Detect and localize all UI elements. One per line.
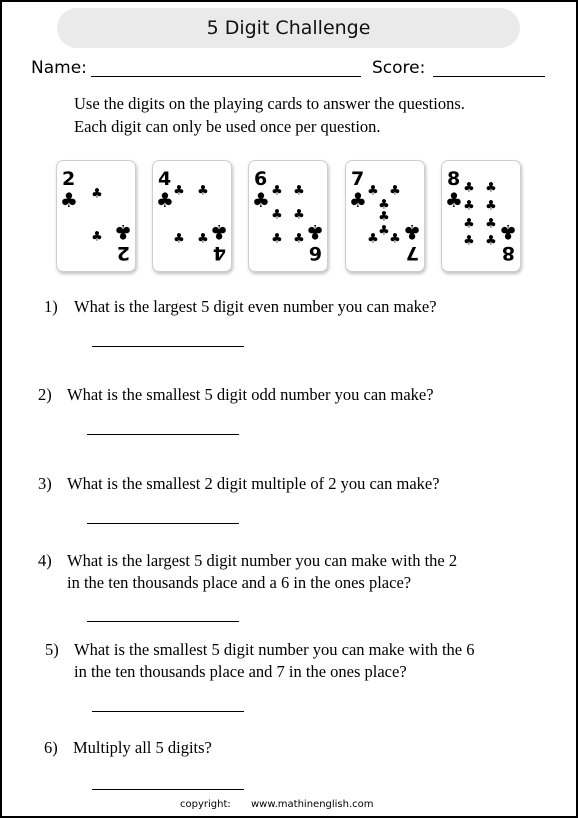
answer-line-1[interactable] bbox=[92, 346, 244, 347]
clubs-icon: ♣ bbox=[485, 198, 497, 214]
clubs-icon: ♣ bbox=[293, 183, 305, 199]
clubs-icon: ♣ bbox=[91, 186, 103, 202]
clubs-icon: ♣ bbox=[349, 188, 367, 212]
question-5-number: 5) bbox=[45, 640, 59, 659]
clubs-icon: ♣ bbox=[60, 188, 78, 212]
clubs-icon: ♣ bbox=[499, 220, 517, 244]
clubs-icon: ♣ bbox=[367, 183, 379, 199]
clubs-icon: ♣ bbox=[463, 233, 475, 249]
clubs-icon: ♣ bbox=[252, 188, 270, 212]
card-corner-bottom bbox=[306, 220, 324, 264]
answer-line-4[interactable] bbox=[87, 621, 239, 622]
clubs-icon: ♣ bbox=[293, 207, 305, 223]
answer-line-2[interactable] bbox=[87, 434, 239, 435]
card-rank-top: 7 bbox=[351, 168, 365, 190]
answer-line-5[interactable] bbox=[92, 711, 244, 712]
card-rank-bottom: 2 bbox=[116, 242, 130, 264]
instruction-line-2: Each digit can only be used once per question. bbox=[74, 117, 381, 136]
question-4-text-line-1: What is the largest 5 digit number you can make with the 2 bbox=[67, 551, 458, 570]
card-rank-bottom: 4 bbox=[212, 242, 226, 264]
name-label: Name: bbox=[31, 58, 87, 78]
question-6-number: 6) bbox=[44, 738, 58, 757]
card-rank-bottom: 6 bbox=[308, 242, 322, 264]
page-title bbox=[57, 8, 520, 48]
question-2-text: What is the smallest 5 digit odd number you can make? bbox=[67, 385, 434, 404]
clubs-icon: ♣ bbox=[389, 231, 401, 247]
clubs-icon: ♣ bbox=[91, 229, 103, 245]
answer-line-6[interactable] bbox=[92, 789, 244, 790]
card-rank-bottom: 7 bbox=[405, 242, 419, 264]
clubs-icon: ♣ bbox=[210, 220, 228, 244]
clubs-icon: ♣ bbox=[389, 183, 401, 199]
clubs-icon: ♣ bbox=[271, 231, 283, 247]
clubs-icon: ♣ bbox=[173, 183, 185, 199]
clubs-icon: ♣ bbox=[156, 188, 174, 212]
clubs-icon: ♣ bbox=[378, 223, 390, 239]
title-text: 5 Digit Challenge bbox=[206, 17, 371, 39]
card-rank-top: 6 bbox=[254, 168, 268, 190]
question-3-number: 3) bbox=[38, 474, 52, 493]
clubs-icon: ♣ bbox=[173, 231, 185, 247]
question-4-number: 4) bbox=[38, 551, 52, 570]
name-field[interactable] bbox=[91, 59, 361, 77]
clubs-icon: ♣ bbox=[271, 183, 283, 199]
playing-card-4 bbox=[152, 160, 232, 272]
clubs-icon: ♣ bbox=[197, 183, 209, 199]
card-corner-bottom bbox=[114, 220, 132, 264]
clubs-icon: ♣ bbox=[367, 231, 379, 247]
card-corner-bottom bbox=[499, 220, 517, 264]
question-1-text: What is the largest 5 digit even number you can make? bbox=[74, 297, 437, 316]
card-rank-top: 4 bbox=[158, 168, 172, 190]
question-2-number: 2) bbox=[38, 385, 52, 404]
question-6-text: Multiply all 5 digits? bbox=[73, 738, 212, 757]
clubs-icon: ♣ bbox=[403, 220, 421, 244]
instruction-line-1: Use the digits on the playing cards to answer the questions. bbox=[74, 94, 465, 113]
card-rank-top: 8 bbox=[447, 168, 461, 190]
clubs-icon: ♣ bbox=[271, 207, 283, 223]
question-4-text-line-2: in the ten thousands place and a 6 in the ones place? bbox=[67, 573, 412, 592]
clubs-icon: ♣ bbox=[378, 197, 390, 213]
clubs-icon: ♣ bbox=[463, 216, 475, 232]
clubs-icon: ♣ bbox=[306, 220, 324, 244]
clubs-icon: ♣ bbox=[378, 209, 390, 225]
clubs-icon: ♣ bbox=[463, 198, 475, 214]
clubs-icon: ♣ bbox=[485, 233, 497, 249]
playing-card-2 bbox=[56, 160, 136, 272]
clubs-icon: ♣ bbox=[293, 231, 305, 247]
answer-line-3[interactable] bbox=[87, 523, 239, 524]
playing-card-8 bbox=[441, 160, 521, 272]
score-field[interactable] bbox=[433, 59, 545, 77]
clubs-icon: ♣ bbox=[445, 188, 463, 212]
clubs-icon: ♣ bbox=[463, 180, 475, 196]
playing-card-6 bbox=[248, 160, 328, 272]
copyright-label: copyright: bbox=[180, 799, 231, 810]
question-1-number: 1) bbox=[44, 297, 58, 316]
clubs-icon: ♣ bbox=[197, 231, 209, 247]
card-rank-top: 2 bbox=[62, 168, 76, 190]
clubs-icon: ♣ bbox=[485, 216, 497, 232]
card-rank-bottom: 8 bbox=[501, 242, 515, 264]
playing-card-7 bbox=[345, 160, 425, 272]
card-corner-bottom bbox=[403, 220, 421, 264]
score-label: Score: bbox=[372, 58, 426, 78]
card-corner-bottom bbox=[210, 220, 228, 264]
copyright-site: www.mathinenglish.com bbox=[251, 799, 374, 810]
clubs-icon: ♣ bbox=[485, 180, 497, 196]
clubs-icon: ♣ bbox=[114, 220, 132, 244]
question-5-text-line-1: What is the smallest 5 digit number you can make with the 6 bbox=[74, 640, 475, 659]
question-5-text-line-2: in the ten thousands place and 7 in the ones place? bbox=[74, 662, 407, 681]
question-3-text: What is the smallest 2 digit multiple of 2 you can make? bbox=[67, 474, 440, 493]
